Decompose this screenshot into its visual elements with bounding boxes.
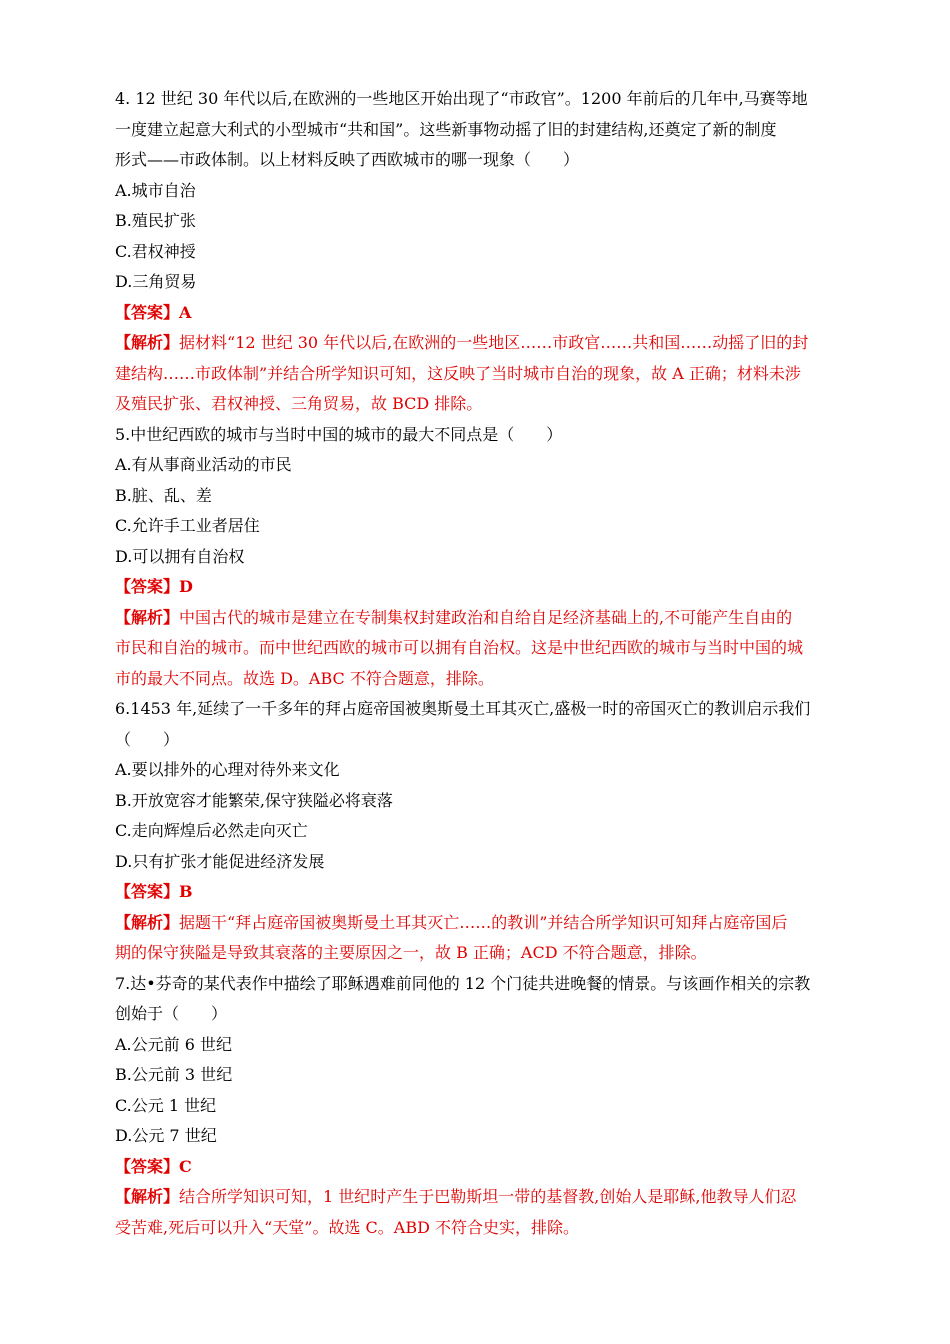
question-stem-line: 7.达•芬奇的某代表作中描绘了耶稣遇难前同他的 12 个门徒共进晚餐的情景。与该画作相关的宗教: [115, 973, 811, 993]
question-stem-line: 4. 12 世纪 30 年代以后,在欧洲的一些地区开始出现了“市政官”。1200 年前后的几年中,马赛等地: [115, 89, 808, 108]
analysis-line: [115, 908, 837, 939]
option-a: A.有从事商业活动的市民: [115, 455, 292, 474]
option-b: B.殖民扩张: [115, 211, 196, 230]
question-block: [115, 694, 837, 969]
answer-label: 【答案】: [115, 577, 180, 596]
answer-line: [115, 877, 837, 908]
analysis-label: 【解析】: [115, 1187, 180, 1206]
analysis-line: 市民和自治的城市。而中世纪西欧的城市可以拥有自治权。这是中世纪西欧的城市与当时中国的城: [115, 638, 804, 657]
question-block: [115, 969, 837, 1244]
analysis-label: 【解析】: [115, 607, 180, 627]
option-c: C.允许手工业者居住: [115, 516, 260, 535]
question-block: [115, 420, 837, 695]
option-c: C.走向辉煌后必然走向灭亡: [115, 821, 308, 840]
analysis-line: 市的最大不同点。故选 D。ABC 不符合题意，排除。: [115, 668, 494, 688]
question-stem-line: 创始于（ ）: [115, 1004, 228, 1023]
answer-value: A: [179, 302, 192, 322]
answer-label: 【答案】: [115, 302, 180, 322]
answer-value: C: [179, 1156, 192, 1176]
analysis-line: 及殖民扩张、君权神授、三角贸易，故 BCD 排除。: [115, 394, 483, 413]
option-b: B.脏、乱、差: [115, 485, 212, 505]
answer-line: [115, 572, 837, 603]
analysis-label: 【解析】: [115, 912, 180, 932]
answer-value: B: [179, 882, 193, 901]
option-c: C.君权神授: [115, 241, 196, 261]
answer-value: D: [179, 577, 193, 596]
option-a: A.公元前 6 世纪: [115, 1034, 232, 1054]
analysis-line: [115, 328, 837, 359]
analysis-line: 建结构……市政体制”并结合所学知识可知，这反映了当时城市自治的现象，故 A 正确；材料未涉: [115, 363, 801, 383]
option-d: D.三角贸易: [115, 272, 197, 291]
question-stem-line: 5.中世纪西欧的城市与当时中国的城市的最大不同点是（ ）: [115, 424, 563, 444]
analysis-label: 【解析】: [115, 333, 180, 352]
answer-label: 【答案】: [115, 882, 180, 901]
question-block: [115, 84, 837, 420]
option-c: C.公元 1 世纪: [115, 1095, 217, 1115]
question-stem-line: 6.1453 年,延续了一千多年的拜占庭帝国被奥斯曼土耳其灭亡,盛极一时的帝国灭亡的教训启示我们: [115, 699, 811, 718]
analysis-line: 受苦难,死后可以升入“天堂”。故选 C。ABD 不符合史实，排除。: [115, 1217, 580, 1237]
option-b: B.公元前 3 世纪: [115, 1065, 233, 1084]
option-a: A.要以排外的心理对待外来文化: [115, 760, 340, 779]
analysis-line: [115, 1182, 837, 1213]
analysis-text: 据题干“拜占庭帝国被奥斯曼土耳其灭亡……的教训”并结合所学知识可知拜占庭帝国后: [179, 912, 788, 932]
answer-line: [115, 298, 837, 329]
question-stem-line: （ ）: [115, 729, 180, 749]
analysis-line: [115, 603, 837, 634]
option-d: D.公元 7 世纪: [115, 1126, 217, 1145]
answer-line: [115, 1152, 837, 1183]
option-d: D.可以拥有自治权: [115, 546, 245, 566]
answer-label: 【答案】: [115, 1156, 180, 1176]
document-page: [115, 84, 837, 1243]
option-a: A.城市自治: [115, 180, 196, 200]
question-stem-line: 形式——市政体制。以上材料反映了西欧城市的哪一现象（ ）: [115, 150, 580, 169]
analysis-text: 中国古代的城市是建立在专制集权封建政治和自给自足经济基础上的,不可能产生自由的: [179, 607, 793, 627]
question-stem-line: 一度建立起意大利式的小型城市“共和国”。这些新事物动摇了旧的封建结构,还奠定了新的制度: [115, 119, 777, 139]
analysis-line: 期的保守狭隘是导致其衰落的主要原因之一，故 B 正确；ACD 不符合题意，排除。: [115, 943, 707, 962]
analysis-text: 结合所学知识可知，1 世纪时产生于巴勒斯坦一带的基督教,创始人是耶稣,他教导人们忍: [179, 1187, 797, 1206]
option-b: B.开放宽容才能繁荣,保守狭隘必将衰落: [115, 790, 393, 810]
option-d: D.只有扩张才能促进经济发展: [115, 851, 325, 871]
analysis-text: 据材料“12 世纪 30 年代以后,在欧洲的一些地区……市政官……共和国……动摇了旧的封: [179, 333, 809, 352]
